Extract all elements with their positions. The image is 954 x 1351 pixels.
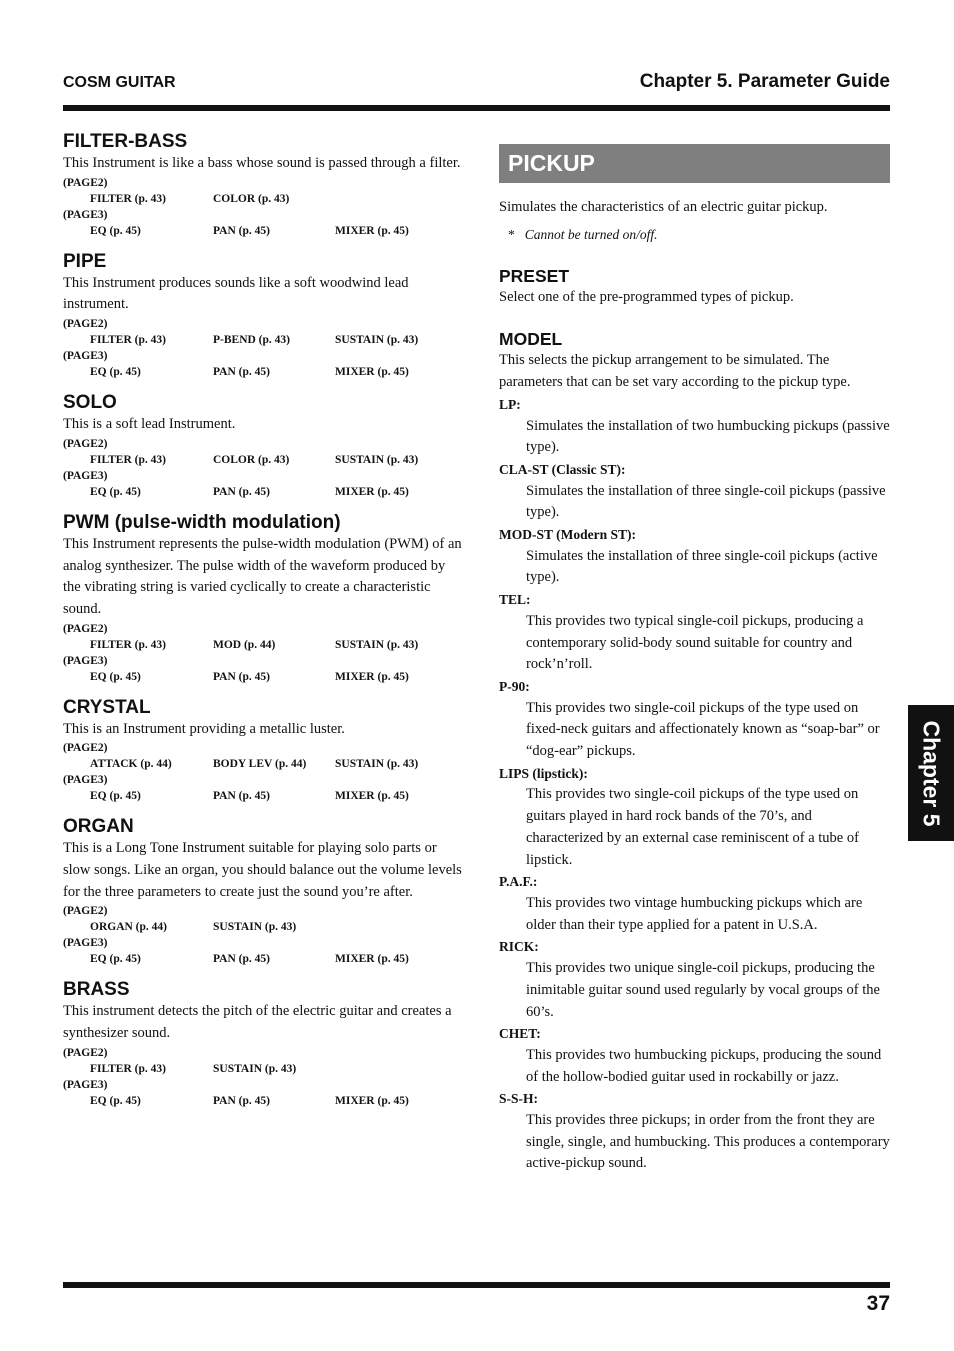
param-ref: FILTER (p. 43) xyxy=(90,638,166,651)
page2-params-row xyxy=(63,919,463,935)
instrument-desc: This is a Long Tone Instrument suitable for playing solo parts or slow songs. Like an organ, you should balance out the volume levels for the three parameters to create just the sound you’re after. xyxy=(63,840,462,900)
param-ref: SUSTAIN (p. 43) xyxy=(335,758,419,771)
page2-params-row xyxy=(63,637,463,653)
model-type-desc: This provides two single-coil pickups of the type used on guitars played in hard rock bands of the 70’s, and characterized by an external case reminiscent of a tube of lipstick. xyxy=(526,786,859,868)
page2-label: (PAGE2) xyxy=(63,905,108,918)
param-ref: EQ (p. 45) xyxy=(90,953,141,966)
top-rule xyxy=(63,105,890,111)
page3-label: (PAGE3) xyxy=(63,208,108,221)
param-ref: EQ (p. 45) xyxy=(90,790,141,803)
model-type-term: LIPS (lipstick): xyxy=(499,765,588,781)
param-ref: MIXER (p. 45) xyxy=(335,790,409,803)
param-ref: PAN (p. 45) xyxy=(213,224,270,237)
instrument-desc: This is a soft lead Instrument. xyxy=(63,416,236,433)
instrument-title: BRASS xyxy=(63,979,130,1001)
instrument-desc: This Instrument produces sounds like a soft woodwind lead instrument. xyxy=(63,274,409,313)
instrument-section xyxy=(63,979,463,1108)
page2-label: (PAGE2) xyxy=(63,176,108,189)
page2-label: (PAGE2) xyxy=(63,318,108,331)
param-ref: PAN (p. 45) xyxy=(213,670,270,683)
param-ref: PAN (p. 45) xyxy=(213,485,270,498)
chapter-side-tab xyxy=(908,705,954,841)
model-type-desc: This provides two humbucking pickups, producing the sound of the hollow-bodied guitar used in rockabilly or jazz. xyxy=(526,1046,882,1085)
param-ref: FILTER (p. 43) xyxy=(90,334,166,347)
page3-label: (PAGE3) xyxy=(63,654,108,667)
model-desc: This selects the pickup arrangement to be simulated. The parameters that can be set vary according to the pickup type. xyxy=(499,352,851,391)
param-ref: COLOR (p. 43) xyxy=(213,192,290,205)
model-type-desc: Simulates the installation of three single-coil pickups (passive type). xyxy=(526,482,886,521)
instrument-section xyxy=(63,392,463,500)
model-type-term: RICK: xyxy=(499,939,539,955)
param-ref: EQ (p. 45) xyxy=(90,670,141,683)
page3-params-row xyxy=(63,951,463,967)
running-header-section: COSM GUITAR xyxy=(63,74,176,91)
param-ref: MIXER (p. 45) xyxy=(335,670,409,683)
param-ref: EQ (p. 45) xyxy=(90,1094,141,1107)
instrument-title: CRYSTAL xyxy=(63,696,151,718)
page3-label: (PAGE3) xyxy=(63,1078,108,1091)
chapter-side-tab-label: Chapter 5 xyxy=(918,719,945,827)
page2-label: (PAGE2) xyxy=(63,437,108,450)
param-ref: ORGAN (p. 44) xyxy=(90,921,167,934)
model-type-desc: This provides three pickups; in order from the front they are single, single, and humbucking. This produces a contemporary active-pickup sound. xyxy=(526,1112,890,1172)
param-ref: FILTER (p. 43) xyxy=(90,1062,166,1075)
param-ref: SUSTAIN (p. 43) xyxy=(213,1062,297,1075)
param-ref: MOD (p. 44) xyxy=(213,638,276,651)
note-text: Cannot be turned on/off. xyxy=(524,226,658,242)
model-type-term: LP: xyxy=(499,396,521,412)
param-ref: FILTER (p. 43) xyxy=(90,192,166,205)
param-ref: SUSTAIN (p. 43) xyxy=(335,638,419,651)
model-type-desc: This provides two vintage humbucking pickups which are older than their type applied for a patent in U.S.A. xyxy=(526,894,863,933)
model-type-term: CLA-ST (Classic ST): xyxy=(499,461,626,477)
page3-params-row xyxy=(63,223,463,239)
model-type-term: CHET: xyxy=(499,1026,541,1042)
param-ref: MIXER (p. 45) xyxy=(335,224,409,237)
instrument-section xyxy=(63,512,463,685)
instrument-title: FILTER-BASS xyxy=(63,131,188,152)
preset-title: PRESET xyxy=(499,265,570,286)
instrument-section xyxy=(63,816,463,967)
instrument-section xyxy=(63,697,463,805)
pickup-intro: Simulates the characteristics of an electric guitar pickup. xyxy=(499,199,828,215)
model-type-desc: Simulates the installation of three single-coil pickups (active type). xyxy=(526,547,878,586)
param-ref: ATTACK (p. 44) xyxy=(90,758,172,771)
model-type-term: TEL: xyxy=(499,592,531,608)
model-title: MODEL xyxy=(499,329,563,350)
instrument-section xyxy=(63,251,463,380)
model-type-term: MOD-ST (Modern ST): xyxy=(499,527,636,543)
param-ref: SUSTAIN (p. 43) xyxy=(335,334,419,347)
model-type-desc: This provides two unique single-coil pickups, producing the inimitable guitar sound used regularly by vocal groups of the 60’s. xyxy=(526,960,880,1020)
pickup-note xyxy=(508,225,890,245)
page2-params-row xyxy=(63,191,463,207)
model-type-term: S-S-H: xyxy=(499,1091,539,1107)
page3-params-row xyxy=(63,669,463,685)
instrument-title: PWM (pulse-width modulation) xyxy=(63,511,341,533)
page2-label: (PAGE2) xyxy=(63,742,108,755)
instrument-title: SOLO xyxy=(63,392,117,414)
page2-params-row xyxy=(63,756,463,772)
pickup-title: PICKUP xyxy=(508,150,595,176)
bottom-rule xyxy=(63,1282,890,1288)
pickup-title-bar xyxy=(499,144,890,183)
param-ref: PAN (p. 45) xyxy=(213,1094,270,1107)
param-ref: EQ (p. 45) xyxy=(90,366,141,379)
right-column xyxy=(499,144,890,1175)
param-ref: MIXER (p. 45) xyxy=(335,953,409,966)
param-ref: MIXER (p. 45) xyxy=(335,485,409,498)
model-type-desc: This provides two typical single-coil pickups, producing a contemporary solid-body sound suitable for country and rock’n’roll. xyxy=(526,612,864,673)
instrument-section xyxy=(63,131,463,239)
param-ref: FILTER (p. 43) xyxy=(90,453,166,466)
param-ref: PAN (p. 45) xyxy=(213,366,270,379)
model-type-term: P-90: xyxy=(499,678,530,694)
param-ref: PAN (p. 45) xyxy=(213,953,270,966)
param-ref: P-BEND (p. 43) xyxy=(213,334,290,347)
param-ref: MIXER (p. 45) xyxy=(335,1094,409,1107)
param-ref: BODY LEV (p. 44) xyxy=(213,758,307,771)
model-type-desc: This provides two single-coil pickups of the type used on fixed-neck guitars and affectionately known as “soap-bar” or “dog-ear” pickups. xyxy=(526,699,880,760)
running-header-chapter: Chapter 5. Parameter Guide xyxy=(639,71,890,92)
param-ref: EQ (p. 45) xyxy=(90,485,141,498)
page3-params-row xyxy=(63,364,463,380)
param-ref: SUSTAIN (p. 43) xyxy=(335,453,419,466)
page3-label: (PAGE3) xyxy=(63,774,108,787)
model-type-desc: Simulates the installation of two humbucking pickups (passive type). xyxy=(526,417,890,456)
page3-label: (PAGE3) xyxy=(63,937,108,950)
model-type-term: P.A.F.: xyxy=(499,874,538,890)
instrument-title: PIPE xyxy=(63,250,107,272)
page-number: 37 xyxy=(866,1292,890,1315)
left-column xyxy=(63,131,463,1121)
param-ref: SUSTAIN (p. 43) xyxy=(213,921,297,934)
page3-params-row xyxy=(63,788,463,804)
param-ref: EQ (p. 45) xyxy=(90,224,141,237)
instrument-title: ORGAN xyxy=(63,816,134,838)
param-ref: PAN (p. 45) xyxy=(213,790,270,803)
model-type-list xyxy=(499,394,890,1175)
page2-params-row xyxy=(63,1061,463,1077)
param-ref: COLOR (p. 43) xyxy=(213,453,290,466)
instrument-desc: This is an Instrument providing a metallic luster. xyxy=(63,720,345,737)
note-asterisk: * xyxy=(508,226,515,242)
param-ref: MIXER (p. 45) xyxy=(335,366,409,379)
instrument-desc: This Instrument is like a bass whose sound is passed through a filter. xyxy=(63,155,461,171)
page2-label: (PAGE2) xyxy=(63,1046,108,1059)
preset-desc: Select one of the pre-programmed types of pickup. xyxy=(499,288,794,305)
page3-params-row xyxy=(63,484,463,500)
instrument-desc: This instrument detects the pitch of the electric guitar and creates a synthesizer sound. xyxy=(63,1003,452,1042)
page3-label: (PAGE3) xyxy=(63,350,108,363)
instrument-desc: This Instrument represents the pulse-width modulation (PWM) of an analog synthesizer. The pulse width of the waveform produced by the vibrating string is varied cyclically to create a characteristic sound. xyxy=(63,535,462,617)
page2-params-row xyxy=(63,452,463,468)
page2-label: (PAGE2) xyxy=(63,622,108,635)
page3-params-row xyxy=(63,1093,463,1109)
page2-params-row xyxy=(63,332,463,348)
page3-label: (PAGE3) xyxy=(63,469,108,482)
